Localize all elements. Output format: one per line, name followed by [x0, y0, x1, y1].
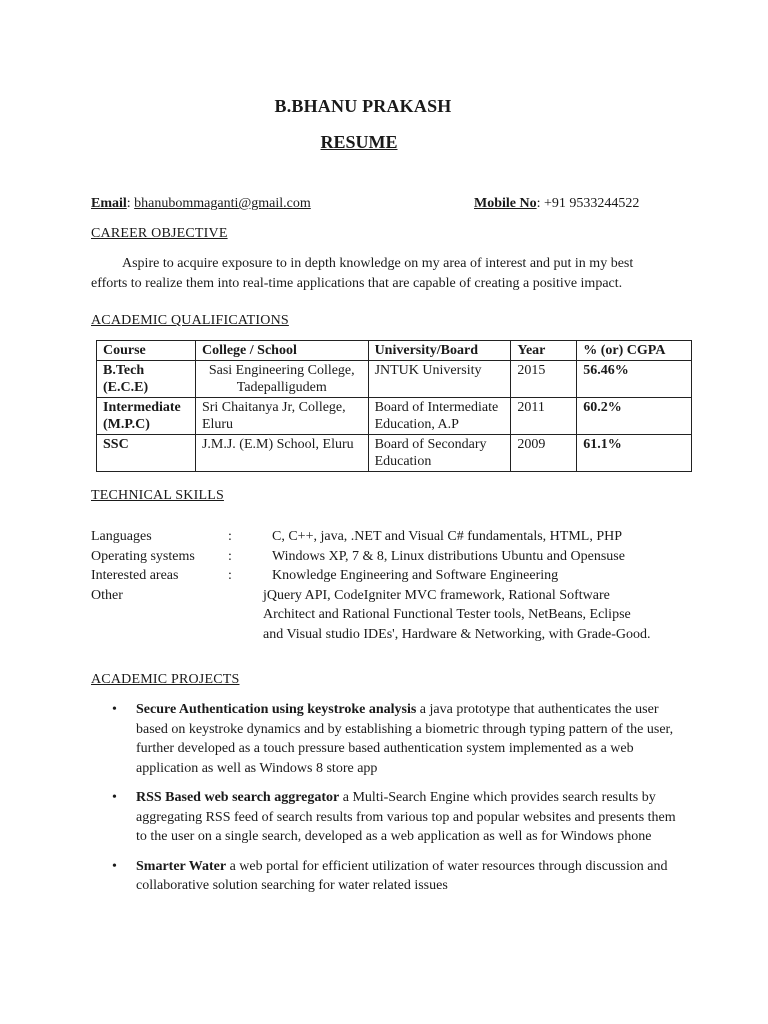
email-label: Email: [91, 196, 127, 211]
technical-skills-heading: TECHNICAL SKILLS: [91, 488, 224, 503]
skill-row-operating-systems: [91, 547, 671, 567]
skill-row-interested-areas: [91, 566, 671, 586]
cell-score: 61.1%: [577, 434, 692, 471]
cell-board: JNTUK University: [368, 360, 511, 397]
technical-skills-list: [91, 527, 671, 644]
cell-course: Intermediate (M.P.C): [97, 397, 196, 434]
cell-college: J.M.J. (E.M) School, Eluru: [195, 434, 368, 471]
project-description: a Multi-Search Engine which provides search results by aggregating RSS feed of search results from various top and popular websites and presents them to the user on a single search, developed as a web application as well as for Windows phone: [136, 790, 676, 844]
mobile-number: +91 9533244522: [544, 196, 640, 211]
column-header-college: College / School: [195, 341, 368, 361]
table-row: [97, 397, 692, 434]
academic-projects-heading: ACADEMIC PROJECTS: [91, 672, 240, 687]
list-item: [108, 857, 680, 896]
contact-line: [91, 196, 661, 212]
list-item: [108, 700, 680, 778]
cell-course: SSC: [97, 434, 196, 471]
column-header-score: % (or) CGPA: [577, 341, 692, 361]
bullet-icon: •: [112, 858, 117, 874]
cell-college: Sri Chaitanya Jr, College, Eluru: [195, 397, 368, 434]
column-header-year: Year: [511, 341, 577, 361]
career-objective-text: Aspire to acquire exposure to in depth knowledge on my area of interest and put in my best efforts to realize them into real-time applications that are capable of creating a positive impact.: [91, 256, 634, 291]
table-row: [97, 434, 692, 471]
cell-year: 2015: [511, 360, 577, 397]
academic-projects-list: [108, 700, 680, 906]
mobile-separator: :: [536, 196, 541, 211]
skill-key: Interested areas: [91, 568, 179, 583]
project-title: Smarter Water: [136, 858, 227, 874]
skill-key: Languages: [91, 529, 152, 544]
project-description: a web portal for efficient utilization of water resources through discussion and collaborative solution searching for water related issues: [136, 858, 668, 893]
cell-year: 2009: [511, 434, 577, 471]
skill-value: Knowledge Engineering and Software Engineering: [272, 568, 559, 583]
skill-key: Other: [91, 587, 123, 603]
skill-value: jQuery API, CodeIgniter MVC framework, Rational Software Architect and Rational Functional Tester tools, NetBeans, Eclipse and Visual studio IDEs', Hardware & Networking, with Grade-Good.: [263, 587, 651, 642]
candidate-name: B.BHANU PRAKASH: [274, 96, 452, 116]
mobile-block: [474, 196, 639, 212]
skill-key: Operating systems: [91, 548, 195, 564]
skill-value: C, C++, java, .NET and Visual C# fundamentals, HTML, PHP: [272, 529, 623, 544]
cell-score: 56.46%: [577, 360, 692, 397]
column-header-board: University/Board: [368, 341, 511, 361]
bullet-icon: •: [112, 702, 117, 717]
email-separator: :: [126, 196, 131, 211]
academic-qualifications-heading: ACADEMIC QUALIFICATIONS: [91, 313, 289, 328]
bullet-icon: •: [112, 790, 117, 805]
cell-board: Board of Secondary Education: [368, 434, 511, 471]
project-description: a java prototype that authenticates the user based on keystroke dynamics and by establishing a biometric through typing pattern of the user, further developed as a touch pressure based authentication system implemented as a web application as well as Windows 8 store app: [136, 702, 674, 776]
table-header-row: [97, 341, 692, 361]
column-header-course: Course: [97, 341, 196, 361]
skill-row-languages: [91, 527, 671, 547]
skill-separator: :: [228, 548, 232, 564]
cell-college: Sasi Engineering College, Tadepalligudem: [195, 360, 368, 397]
skill-separator: :: [228, 568, 232, 583]
project-title: RSS Based web search aggregator: [136, 790, 340, 805]
list-item: [108, 788, 680, 847]
document-title: RESUME: [320, 132, 398, 152]
mobile-label: Mobile No: [474, 196, 537, 211]
cell-course: B.Tech (E.C.E): [97, 360, 196, 397]
project-title: Secure Authentication using keystroke analysis: [136, 702, 417, 717]
email-link[interactable]: bhanubommaganti@gmail.com: [134, 196, 311, 211]
academic-qualifications-table: [96, 340, 692, 472]
cell-year: 2011: [511, 397, 577, 434]
skill-value: Windows XP, 7 & 8, Linux distributions Ubuntu and Opensuse: [272, 548, 625, 564]
table-row: [97, 360, 692, 397]
career-objective-heading: CAREER OBJECTIVE: [91, 226, 228, 241]
skill-row-other: [91, 586, 671, 645]
cell-board: Board of Intermediate Education, A.P: [368, 397, 511, 434]
skill-separator: :: [228, 529, 232, 544]
cell-score: 60.2%: [577, 397, 692, 434]
